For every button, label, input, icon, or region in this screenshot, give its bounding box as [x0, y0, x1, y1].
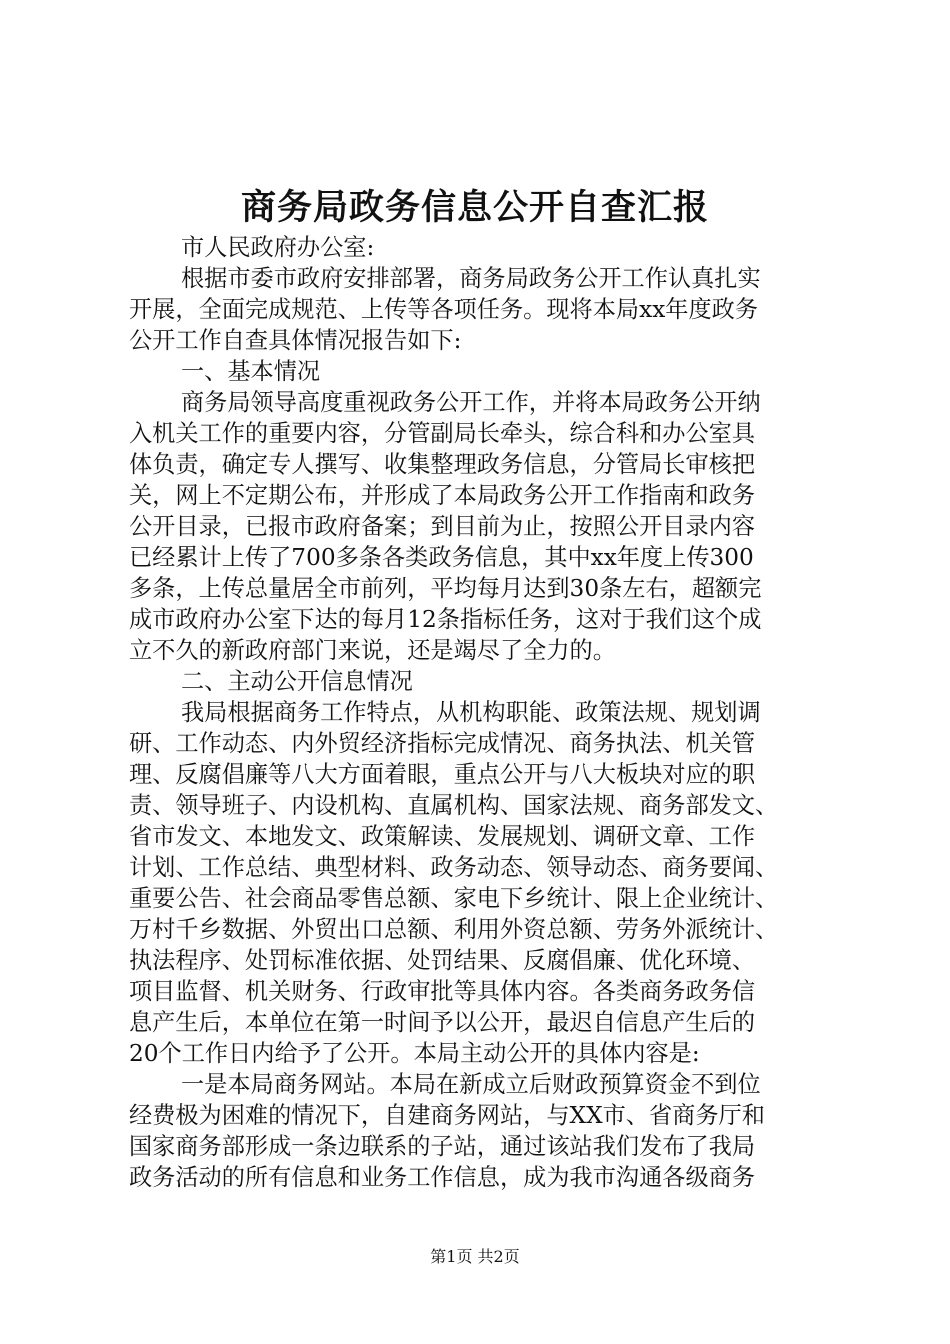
body-line: 政务活动的所有信息和业务工作信息，成为我市沟通各级商务	[129, 1164, 756, 1191]
body-line: 项目监督、机关财务、行政审批等具体内容。各类商务政务信	[129, 978, 756, 1005]
body-line: 成市政府办公室下达的每月12条指标任务，这对于我们这个成	[129, 606, 762, 633]
body-line: 研、工作动态、内外贸经济指标完成情况、商务执法、机关管	[129, 730, 756, 757]
body-line: 省市发文、本地发文、政策解读、发展规划、调研文章、工作	[129, 823, 756, 850]
body-line: 20个工作日内给予了公开。本局主动公开的具体内容是:	[129, 1040, 700, 1067]
body-line: 执法程序、处罚标准依据、处罚结果、反腐倡廉、优化环境、	[129, 947, 756, 974]
body-line: 一是本局商务网站。本局在新成立后财政预算资金不到位	[181, 1071, 761, 1098]
page-footer: 第1页 共2页	[430, 1247, 520, 1266]
body-line: 计划、工作总结、典型材料、政务动态、领导动态、商务要闻、	[129, 854, 779, 881]
body-line: 我局根据商务工作特点，从机构职能、政策法规、规划调	[181, 699, 761, 726]
body-line: 商务局领导高度重视政务公开工作，并将本局政务公开纳	[181, 389, 761, 416]
body-line: 已经累计上传了700多条各类政务信息，其中xx年度上传300	[129, 544, 754, 571]
body-line: 重要公告、社会商品零售总额、家电下乡统计、限上企业统计、	[129, 885, 779, 912]
body-line: 一、基本情况	[181, 358, 321, 385]
body-line: 二、主动公开信息情况	[181, 668, 413, 695]
body-line: 立不久的新政府部门来说，还是竭尽了全力的。	[129, 637, 616, 664]
body-line: 体负责，确定专人撰写、收集整理政务信息，分管局长审核把	[129, 451, 756, 478]
document-body	[129, 232, 833, 1193]
body-line: 息产生后，本单位在第一时间予以公开，最迟自信息产生后的	[129, 1009, 756, 1036]
body-line: 国家商务部形成一条边联系的子站，通过该站我们发布了我局	[129, 1133, 756, 1160]
body-line: 责、领导班子、内设机构、直属机构、国家法规、商务部发文、	[129, 792, 779, 819]
body-line: 经费极为困难的情况下，自建商务网站，与XX市、省商务厅和	[129, 1102, 765, 1129]
body-line: 关，网上不定期公布，并形成了本局政务公开工作指南和政务	[129, 482, 756, 509]
body-line: 开展，全面完成规范、上传等各项任务。现将本局xx年度政务	[129, 296, 759, 323]
body-line: 市人民政府办公室:	[181, 234, 375, 261]
body-line: 公开目录，已报市政府备案；到目前为止，按照公开目录内容	[129, 513, 756, 540]
body-line: 公开工作自查具体情况报告如下:	[129, 327, 462, 354]
document-title: 商务局政务信息公开自查汇报	[240, 187, 709, 228]
body-line: 万村千乡数据、外贸出口总额、利用外资总额、劳务外派统计、	[129, 916, 779, 943]
body-line: 入机关工作的重要内容，分管副局长牵头，综合科和办公室具	[129, 420, 756, 447]
body-line: 根据市委市政府安排部署，商务局政务公开工作认真扎实	[181, 265, 761, 292]
body-line: 理、反腐倡廉等八大方面着眼，重点公开与八大板块对应的职	[129, 761, 756, 788]
body-line: 多条，上传总量居全市前列，平均每月达到30条左右，超额完	[129, 575, 762, 602]
